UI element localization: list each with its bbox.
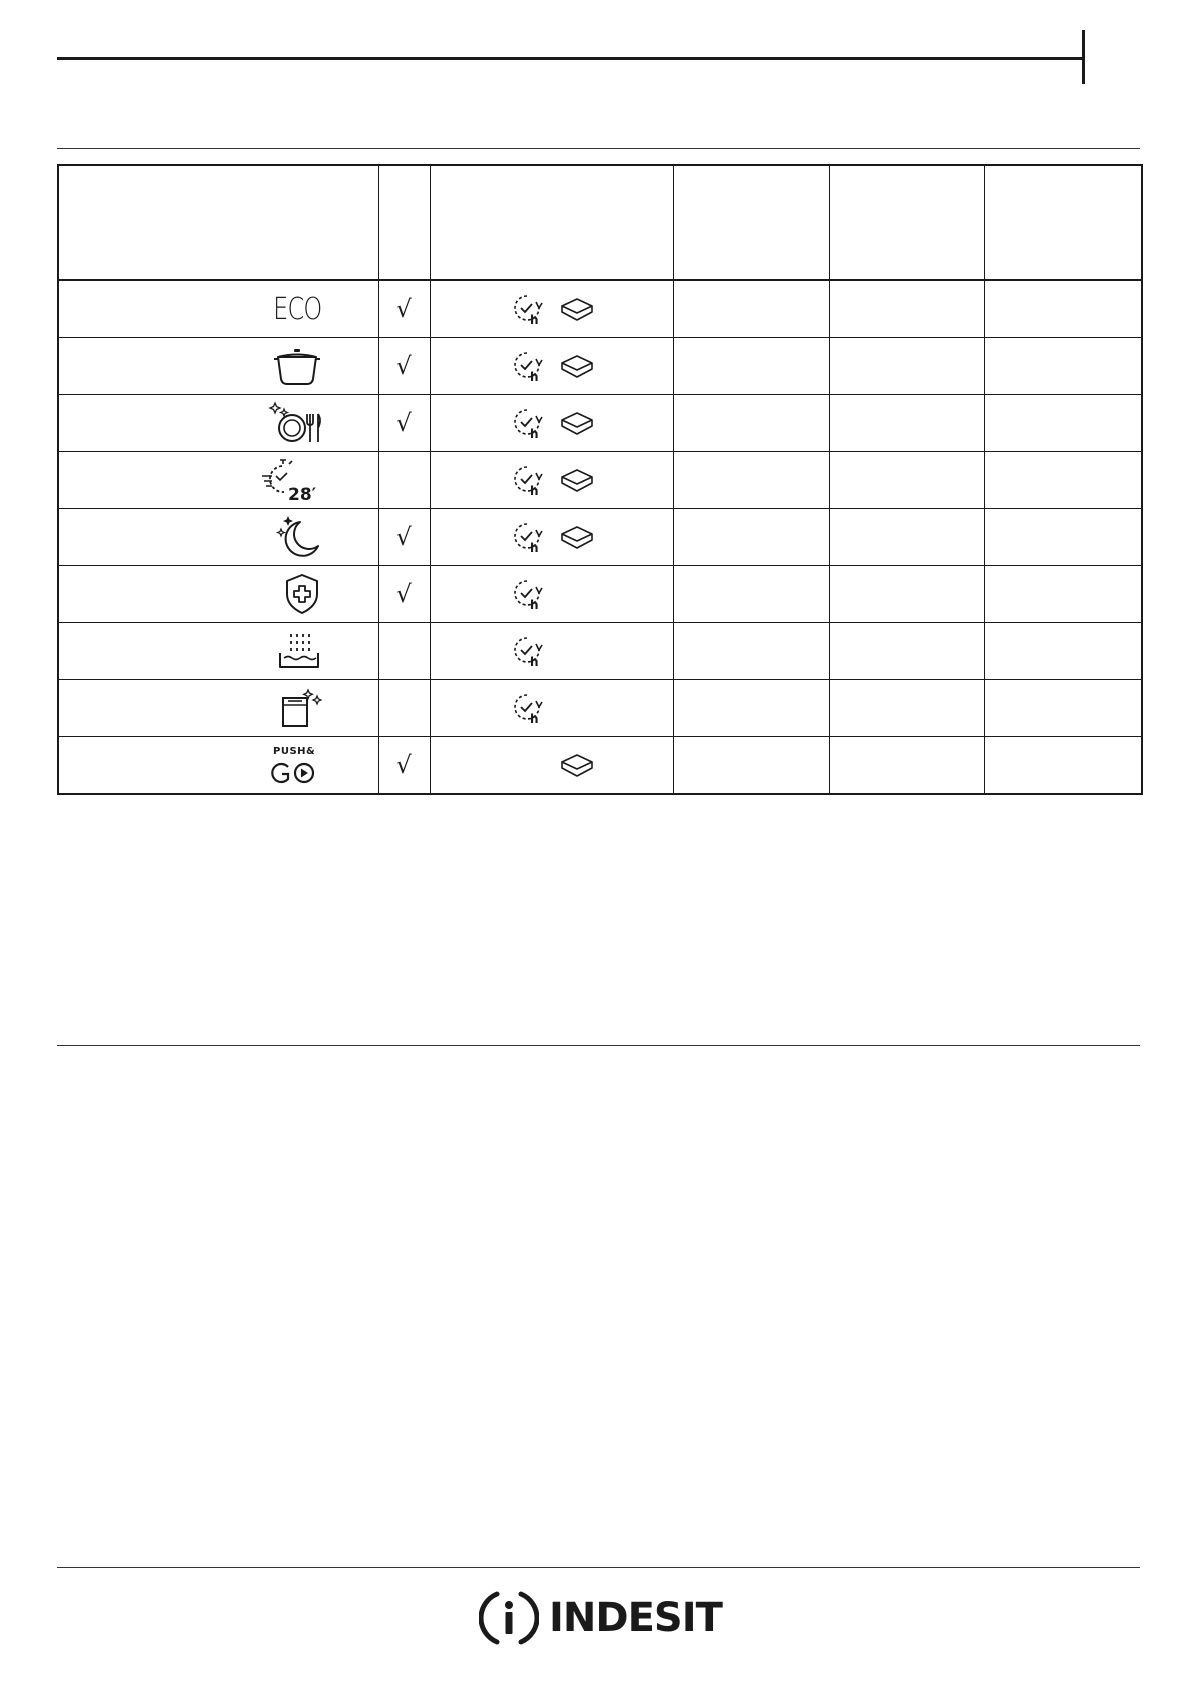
empty-cell xyxy=(673,623,829,680)
empty-cell xyxy=(673,280,829,338)
programme-cell xyxy=(58,623,378,680)
empty-cell xyxy=(829,680,984,737)
empty-cell xyxy=(984,623,1142,680)
options-cell xyxy=(430,623,673,680)
top-rule xyxy=(57,57,1082,60)
tablet-icon xyxy=(560,297,594,323)
table-row xyxy=(58,566,1142,623)
programme-cell xyxy=(58,452,378,509)
empty-cell xyxy=(673,680,829,737)
programme-cell xyxy=(58,680,378,737)
table-header-row xyxy=(58,165,1142,280)
options-cell xyxy=(430,509,673,566)
empty-cell xyxy=(984,395,1142,452)
empty-cell xyxy=(829,566,984,623)
empty-cell xyxy=(984,737,1142,795)
table-row xyxy=(58,280,1142,338)
options-cell xyxy=(430,566,673,623)
soak-prewash-icon xyxy=(276,631,322,671)
table-row xyxy=(58,338,1142,395)
indesit-logo-icon xyxy=(479,1588,539,1648)
header-cell xyxy=(829,165,984,280)
programme-cell xyxy=(58,509,378,566)
svg-text:PUSH&: PUSH& xyxy=(272,746,315,757)
check-cell: √ xyxy=(378,395,430,452)
empty-cell xyxy=(984,452,1142,509)
check-cell: √ xyxy=(378,509,430,566)
delay-start-icon xyxy=(510,406,544,440)
check-cell: √ xyxy=(378,280,430,338)
empty-cell xyxy=(829,509,984,566)
svg-text:h: h xyxy=(529,712,539,725)
svg-text:h: h xyxy=(529,313,539,326)
section-rule-bottom xyxy=(57,1567,1140,1568)
quick-28-icon xyxy=(260,458,322,502)
tablet-icon xyxy=(560,525,594,551)
eco-icon: ECO xyxy=(273,291,322,327)
options-cell xyxy=(430,680,673,737)
empty-cell xyxy=(829,395,984,452)
header-cell xyxy=(430,165,673,280)
empty-cell xyxy=(673,509,829,566)
delay-start-icon xyxy=(510,520,544,554)
check-cell xyxy=(378,680,430,737)
pot-intensive-icon xyxy=(272,345,322,387)
delay-start-icon xyxy=(510,691,544,725)
options-cell xyxy=(430,395,673,452)
tablet-icon xyxy=(560,753,594,779)
hygiene-shield-icon xyxy=(282,572,322,616)
brand-logo xyxy=(479,1588,722,1648)
top-corner-tick xyxy=(1082,30,1085,84)
table-row xyxy=(58,680,1142,737)
programme-table xyxy=(57,164,1143,795)
delay-start-icon xyxy=(510,634,544,668)
empty-cell xyxy=(829,280,984,338)
self-clean-icon xyxy=(280,688,322,728)
plate-cutlery-icon xyxy=(268,400,322,446)
svg-text:h: h xyxy=(529,655,539,668)
empty-cell xyxy=(673,737,829,795)
empty-cell xyxy=(829,338,984,395)
check-cell: √ xyxy=(378,566,430,623)
delay-start-icon xyxy=(510,577,544,611)
empty-cell xyxy=(829,737,984,795)
svg-text:h: h xyxy=(529,484,539,497)
options-cell xyxy=(430,737,673,795)
section-rule-top xyxy=(57,148,1140,149)
svg-text:h: h xyxy=(529,598,539,611)
check-cell xyxy=(378,452,430,509)
empty-cell xyxy=(673,395,829,452)
check-cell: √ xyxy=(378,737,430,795)
programme-cell xyxy=(58,338,378,395)
table-row xyxy=(58,509,1142,566)
delay-start-icon xyxy=(510,349,544,383)
table-row xyxy=(58,737,1142,795)
header-cell xyxy=(673,165,829,280)
table-row xyxy=(58,395,1142,452)
check-cell: √ xyxy=(378,338,430,395)
delay-start-icon xyxy=(510,292,544,326)
options-cell xyxy=(430,338,673,395)
options-cell xyxy=(430,452,673,509)
empty-cell xyxy=(829,452,984,509)
svg-text:h: h xyxy=(529,541,539,554)
options-cell xyxy=(430,280,673,338)
table-row xyxy=(58,452,1142,509)
empty-cell xyxy=(829,623,984,680)
svg-text:28′: 28′ xyxy=(287,485,316,502)
brand-name: INDESIT xyxy=(549,1595,722,1641)
empty-cell xyxy=(673,452,829,509)
check-cell xyxy=(378,623,430,680)
tablet-icon xyxy=(560,354,594,380)
empty-cell xyxy=(984,280,1142,338)
tablet-icon xyxy=(560,468,594,494)
svg-text:h: h xyxy=(529,427,539,440)
empty-cell xyxy=(984,680,1142,737)
section-rule-middle xyxy=(57,1045,1140,1046)
header-cell xyxy=(378,165,430,280)
empty-cell xyxy=(673,338,829,395)
tablet-icon xyxy=(560,411,594,437)
table-row xyxy=(58,623,1142,680)
night-moon-icon xyxy=(276,514,322,560)
programme-cell xyxy=(58,280,378,338)
empty-cell xyxy=(984,509,1142,566)
push-and-go-icon xyxy=(270,743,322,787)
header-cell xyxy=(58,165,378,280)
header-cell xyxy=(984,165,1142,280)
programme-cell xyxy=(58,737,378,795)
programme-cell xyxy=(58,566,378,623)
delay-start-icon xyxy=(510,463,544,497)
svg-text:h: h xyxy=(529,370,539,383)
empty-cell xyxy=(673,566,829,623)
empty-cell xyxy=(984,566,1142,623)
programme-cell xyxy=(58,395,378,452)
empty-cell xyxy=(984,338,1142,395)
